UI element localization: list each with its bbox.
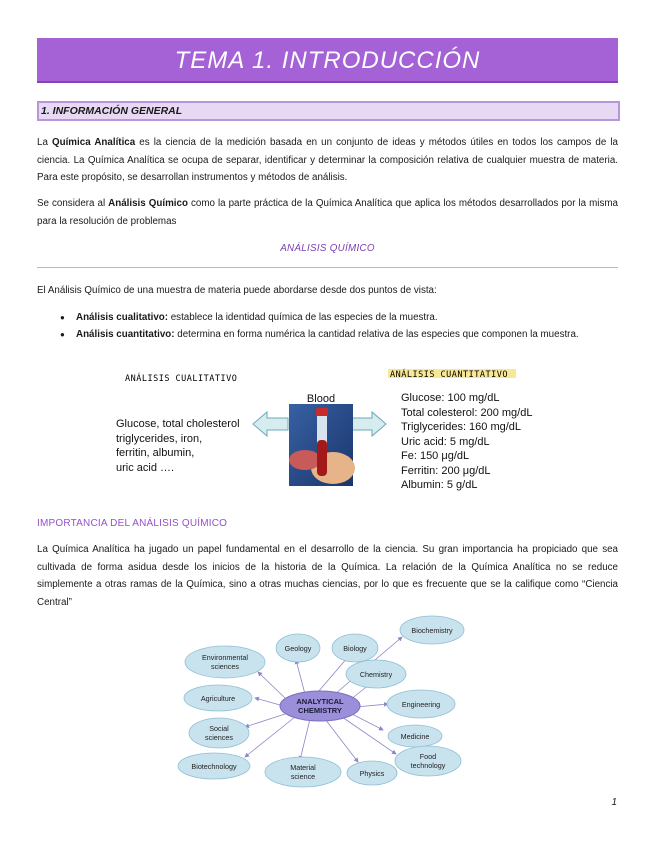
blood-analysis-figure [0,360,655,500]
svg-text:science: science [290,772,316,781]
svg-text:Medicine: Medicine [400,732,430,741]
heading-divider [37,267,618,268]
svg-text:Environmental: Environmental [202,653,248,662]
svg-text:sciences: sciences [211,662,239,671]
svg-text:Biology: Biology [343,644,367,653]
svg-text:Geology: Geology [284,644,312,653]
blood-figure-graphics [0,360,655,500]
svg-text:sciences: sciences [205,733,233,742]
qualitative-handwritten-label: ANÁLISIS CUALITATIVO [125,374,238,384]
quantitative-handwritten-label: ANÁLISIS CUANTITATIVO [390,370,508,380]
list-item: ● Análisis cuantitativo: determina en forma numérica la cantidad relativa de las especies que componen la muestra. [60,326,620,343]
list-item: ● Análisis cualitativo: establece la identidad química de las especies de la muestra. [60,309,620,326]
svg-text:Engineering: Engineering [401,700,441,709]
term-quimica-analitica: Química Analítica [51,137,136,148]
page-number: 1 [611,797,617,808]
central-science-diagram [170,612,490,790]
analisis-quimico-heading: ANÁLISIS QUÍMICO [280,243,375,254]
intro-paragraph: La Química Analítica es la ciencia de la medición basada en un conjunto de ideas y métodos útiles en todos los campos de la ciencia. La Química Analítica se ocupa de separar, identificar y determinar la composición relativa de cualquier muestra de materia. Para este propósito, se desarrollan instrumentos y métodos de análisis. [37,137,618,183]
svg-text:Chemistry: Chemistry [359,670,393,679]
svg-text:Biotechnology: Biotechnology [191,762,237,771]
svg-text:Material: Material [290,763,316,772]
svg-text:technology: technology [410,761,446,770]
page-banner-title: TEMA 1. INTRODUCCIÓN [37,38,618,83]
term-analisis-quimico: Análisis Químico [108,198,188,209]
viewpoints-paragraph: El Análisis Químico de una muestra de materia puede abordarse desde dos puntos de vista: [37,285,437,296]
right-arrow-icon [351,412,386,436]
analisis-definition-paragraph: Se considera al Análisis Químico como la parte práctica de la Química Analítica que aplica los métodos desarrollados por la misma para la resolución de problemas [37,198,618,227]
blood-tubes-image [289,404,355,486]
svg-text:ANALYTICAL: ANALYTICAL [296,697,344,706]
center-label [296,697,344,715]
svg-text:CHEMISTRY: CHEMISTRY [298,706,342,715]
svg-text:Physics: Physics [359,769,385,778]
analysis-types-list [60,309,620,343]
svg-text:Biochemistry: Biochemistry [411,626,453,635]
svg-text:Agriculture: Agriculture [200,694,236,703]
qualitative-species-list: Glucose, total cholesterol triglycerides, iron, ferritin, albumin, uric acid …. [116,418,240,474]
section-header: 1. INFORMACIÓN GENERAL [37,101,620,121]
svg-text:Social: Social [209,724,229,733]
quantitative-values-list: Glucose: 100 mg/dL Total colesterol: 200 mg/dL Triglycerides: 160 mg/dL Uric acid: 5 mg/dL Fe: 150 μg/dL Ferritin: 200 μg/dL Albumin: 5 g/dL [401,392,533,491]
svg-text:Food: Food [419,752,437,761]
importancia-paragraph: La Química Analítica ha jugado un papel fundamental en el desarrollo de la ciencia. Su gran importancia ha propiciado que sea cultivada de forma asidua desde los inicios de la historia de la Química. La relación de la Química Analítica no se reduce simplemente a otras ramas de la Química, sino a otras muchas ciencias, por lo que es frecuente que se la califique como “Ciencia Central” [37,544,618,608]
blood-label: Blood [306,393,336,405]
left-arrow-icon [253,412,288,436]
importancia-heading: IMPORTANCIA DEL ANÁLISIS QUÍMICO [37,518,228,529]
